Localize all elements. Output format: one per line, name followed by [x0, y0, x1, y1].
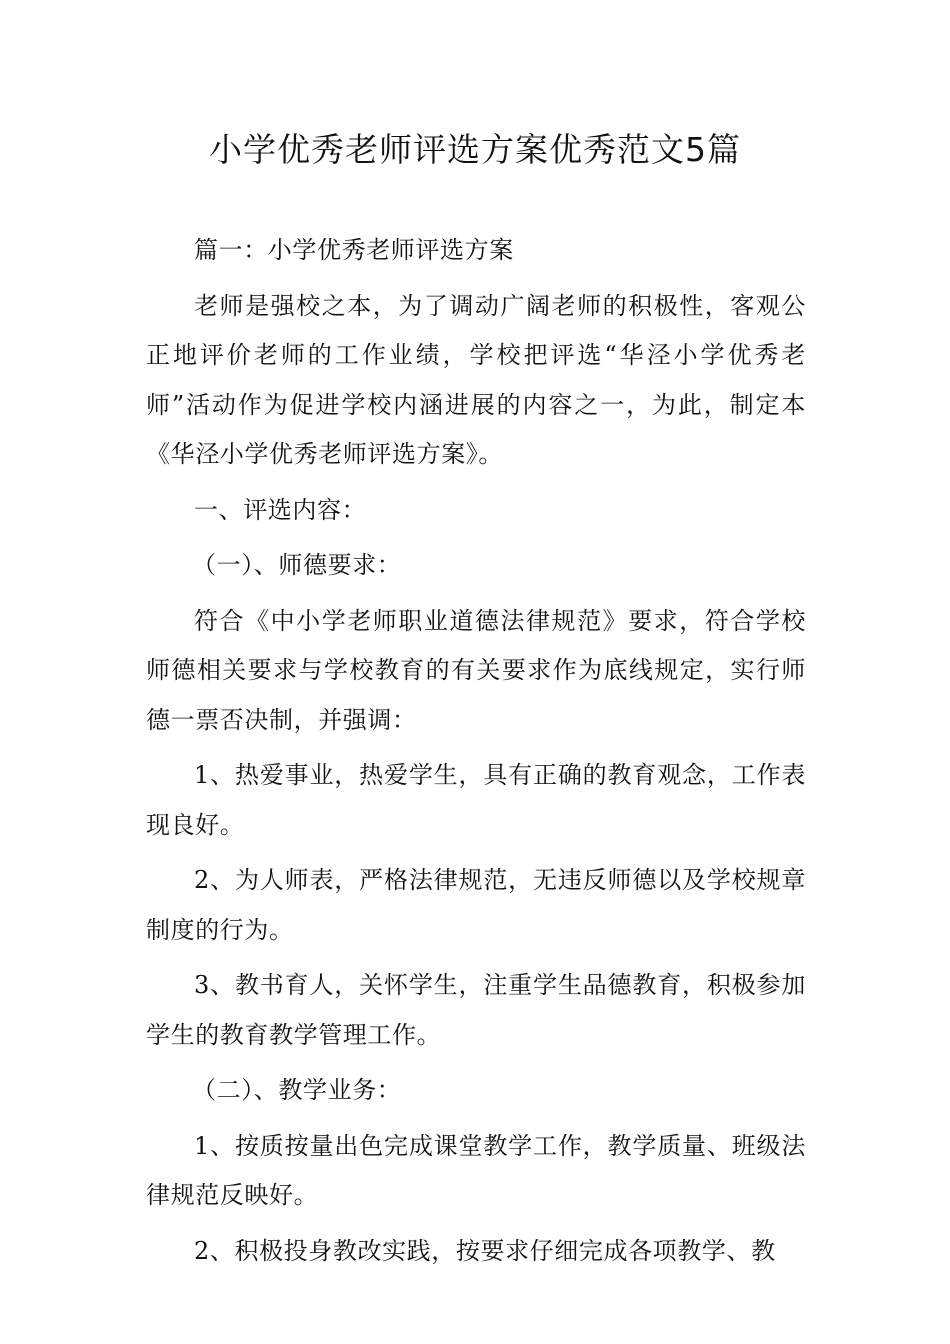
intro-paragraph: 老师是强校之本，为了调动广阔老师的积极性，客观公正地评价老师的工作业绩，学校把评选“华泾小学优秀老师”活动作为促进学校内涵进展的内容之一，为此，制定本《华泾小学优秀老师评选方案》。	[146, 291, 806, 468]
section-heading-part-one: 篇一：小学优秀老师评选方案	[194, 236, 514, 264]
document-title: 小学优秀老师评选方案优秀范文5篇	[209, 130, 741, 169]
subheading-ethics: （一）、师德要求：	[192, 551, 402, 579]
subheading-teaching: （二）、教学业务：	[192, 1076, 402, 1104]
section-heading-evaluation-content: 一、评选内容：	[194, 495, 367, 524]
document-body	[146, 226, 806, 1282]
ethics-item-2: 2、为人师表，严格法律规范，无违反师德以及学校规章制度的行为。	[146, 866, 806, 944]
ethics-item-3: 3、教书育人，关怀学生，注重学生品德教育，积极参加学生的教育教学管理工作。	[146, 971, 806, 1049]
ethics-item-1: 1、热爱事业，热爱学生，具有正确的教育观念，工作表现良好。	[146, 761, 806, 839]
ethics-paragraph: 符合《中小学老师职业道德法律规范》要求，符合学校师德相关要求与学校教育的有关要求作为底线规定，实行师德一票否决制，并强调：	[146, 606, 806, 734]
teaching-item-1: 1、按质按量出色完成课堂教学工作，教学质量、班级法律规范反映好。	[146, 1131, 806, 1209]
teaching-item-2: 2、积极投身教改实践，按要求仔细完成各项教学、教	[194, 1236, 776, 1265]
